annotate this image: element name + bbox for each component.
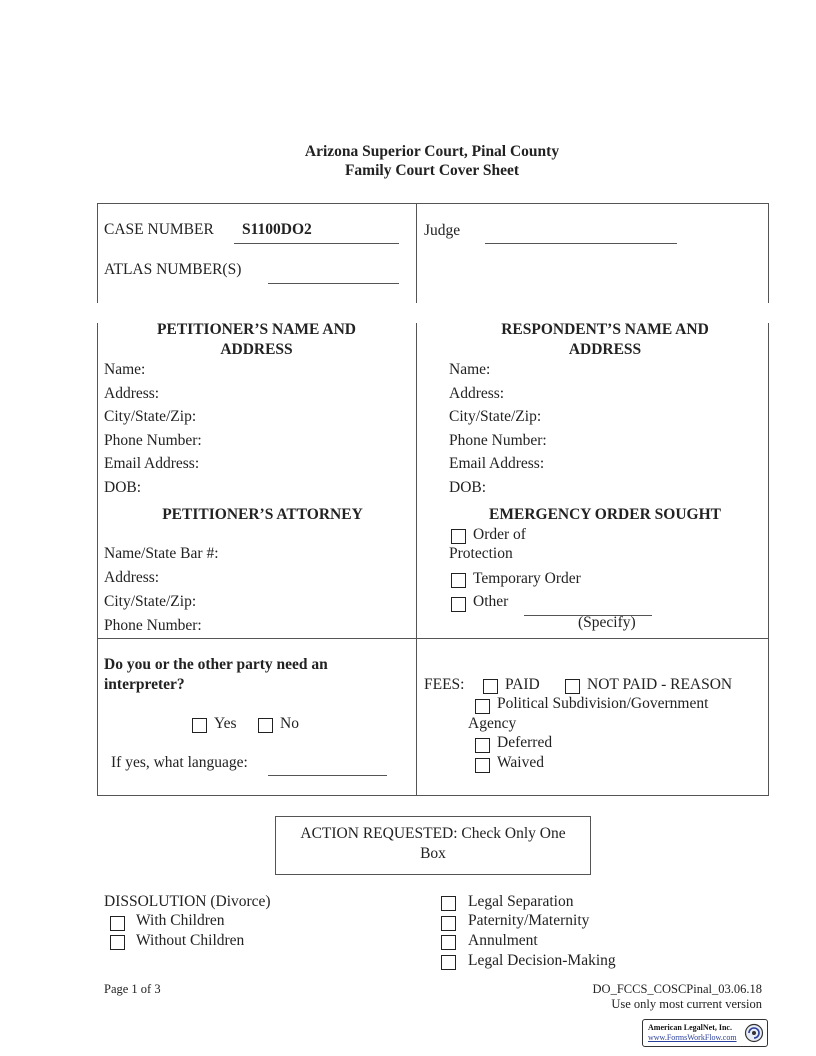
form-title-court: Arizona Superior Court, Pinal County — [304, 143, 560, 160]
petitioner-phone-label: Phone Number: — [104, 432, 202, 449]
petitioner-heading-line2: ADDRESS — [220, 341, 293, 358]
legal-decision-making-label: Legal Decision-Making — [468, 952, 616, 969]
paternity-maternity-label: Paternity/Maternity — [468, 912, 590, 929]
case-number-field[interactable] — [234, 225, 399, 244]
table-right-border-1 — [768, 203, 769, 303]
legal-decision-making-checkbox[interactable] — [441, 955, 456, 970]
globe-icon — [744, 1023, 764, 1043]
respondent-phone-label: Phone Number: — [449, 432, 547, 449]
order-of-protection-label: Order of — [473, 526, 526, 543]
interpreter-yes-checkbox[interactable] — [192, 718, 207, 733]
fees-label: FEES: — [424, 676, 465, 693]
table-top-border — [97, 203, 769, 204]
form-code: DO_FCCS_COSCPinal_03.06.18 — [592, 982, 762, 996]
version-note: Use only most current version — [611, 997, 762, 1011]
respondent-dob-label: DOB: — [449, 479, 487, 496]
judge-label: Judge — [424, 222, 461, 239]
case-number-value: S1100DO2 — [242, 221, 312, 238]
annulment-checkbox[interactable] — [441, 935, 456, 950]
fees-not-paid-label: NOT PAID - REASON — [587, 676, 733, 693]
attorney-name-label: Name/State Bar #: — [104, 545, 219, 562]
with-children-checkbox[interactable] — [110, 916, 125, 931]
interpreter-yes-label: Yes — [214, 715, 237, 732]
respondent-name-label: Name: — [449, 361, 491, 378]
respondent-heading-line2: ADDRESS — [568, 341, 642, 358]
action-requested-box — [275, 816, 591, 875]
waived-checkbox[interactable] — [475, 758, 490, 773]
annulment-label: Annulment — [468, 932, 538, 949]
with-children-label: With Children — [136, 912, 225, 929]
petitioner-city-label: City/State/Zip: — [104, 408, 197, 425]
form-title-sheet: Family Court Cover Sheet — [344, 162, 520, 179]
publisher-logo[interactable] — [642, 1019, 768, 1047]
table-mid-border-2 — [416, 323, 417, 796]
language-label: If yes, what language: — [111, 754, 248, 771]
respondent-heading: RESPONDENT’S NAME AND — [501, 321, 709, 338]
interpreter-question: Do you or the other party need an — [104, 656, 328, 673]
interpreter-question-line2: interpreter? — [104, 676, 185, 693]
respondent-email-label: Email Address: — [449, 455, 545, 472]
political-subdivision-label: Political Subdivision/Government — [497, 695, 709, 712]
attorney-heading: PETITIONER’S ATTORNEY — [162, 506, 363, 523]
respondent-city-label: City/State/Zip: — [449, 408, 542, 425]
specify-caption: (Specify) — [578, 614, 636, 631]
publisher-name: American LegalNet, Inc. — [648, 1023, 732, 1032]
page-number: Page 1 of 3 — [104, 982, 161, 996]
attorney-phone-label: Phone Number: — [104, 617, 202, 634]
dissolution-heading: DISSOLUTION (Divorce) — [104, 893, 271, 910]
fees-paid-label: PAID — [505, 676, 540, 693]
publisher-url[interactable]: www.FormsWorkFlow.com — [648, 1033, 737, 1042]
petitioner-email-label: Email Address: — [104, 455, 200, 472]
other-order-checkbox[interactable] — [451, 597, 466, 612]
fees-paid-checkbox[interactable] — [483, 679, 498, 694]
without-children-checkbox[interactable] — [110, 935, 125, 950]
paternity-maternity-checkbox[interactable] — [441, 916, 456, 931]
attorney-address-label: Address: — [104, 569, 160, 586]
temporary-order-label: Temporary Order — [473, 570, 581, 587]
petitioner-dob-label: DOB: — [104, 479, 142, 496]
atlas-number-label: ATLAS NUMBER(S) — [104, 261, 242, 278]
petitioner-address-label: Address: — [104, 385, 160, 402]
action-requested-heading-line2: Box — [420, 845, 446, 862]
temporary-order-checkbox[interactable] — [451, 573, 466, 588]
waived-label: Waived — [497, 754, 544, 771]
petitioner-name-label: Name: — [104, 361, 146, 378]
legal-separation-checkbox[interactable] — [441, 896, 456, 911]
action-requested-heading: ACTION REQUESTED: Check Only One — [300, 825, 566, 842]
fees-not-paid-checkbox[interactable] — [565, 679, 580, 694]
order-of-protection-label-line2: Protection — [449, 545, 513, 562]
table-mid-border-1 — [416, 203, 417, 303]
other-order-label: Other — [473, 593, 509, 610]
atlas-number-field[interactable] — [268, 265, 399, 284]
table-left-border-2 — [97, 323, 98, 796]
political-subdivision-label-line2: Agency — [468, 715, 517, 732]
language-field[interactable] — [268, 757, 387, 776]
without-children-label: Without Children — [136, 932, 245, 949]
table-divider — [97, 638, 769, 639]
respondent-address-label: Address: — [449, 385, 505, 402]
political-subdivision-checkbox[interactable] — [475, 699, 490, 714]
petitioner-heading: PETITIONER’S NAME AND — [157, 321, 356, 338]
interpreter-no-label: No — [280, 715, 299, 732]
order-of-protection-checkbox[interactable] — [451, 529, 466, 544]
interpreter-no-checkbox[interactable] — [258, 718, 273, 733]
judge-field[interactable] — [485, 225, 677, 244]
table-bottom-border — [97, 795, 769, 796]
deferred-label: Deferred — [497, 734, 553, 751]
emergency-heading: EMERGENCY ORDER SOUGHT — [489, 506, 721, 523]
attorney-city-label: City/State/Zip: — [104, 593, 197, 610]
table-right-border-2 — [768, 323, 769, 796]
legal-separation-label: Legal Separation — [468, 893, 574, 910]
table-left-border-1 — [97, 203, 98, 303]
case-number-label: CASE NUMBER — [104, 221, 214, 238]
deferred-checkbox[interactable] — [475, 738, 490, 753]
